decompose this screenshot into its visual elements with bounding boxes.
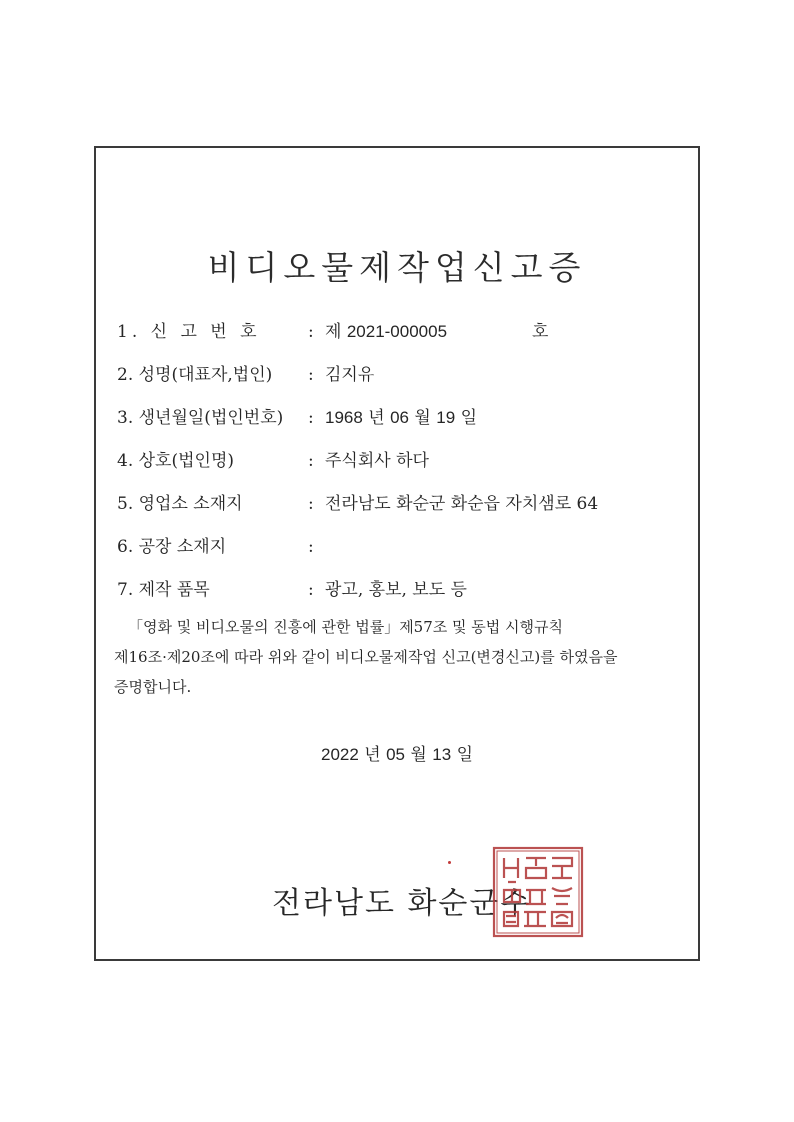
issue-day-unit: 일 — [456, 745, 473, 765]
field-value: 광고, 홍보, 보도 등 — [325, 580, 467, 600]
field-label: 5. 영업소 소재지 — [117, 494, 243, 514]
issue-day: 13 — [432, 745, 452, 764]
field-value: 김지유 — [325, 365, 375, 385]
field-label: 4. 상호(법인명) — [117, 451, 234, 471]
field-label: 2. 성명(대표자,법인) — [117, 365, 273, 385]
field-value: 전라남도 화순군 화순읍 자치샘로 64 — [325, 494, 599, 514]
field-colon: : — [308, 494, 314, 514]
document-title: 비디오물제작업신고증 — [207, 248, 587, 287]
issue-month: 05 — [386, 745, 405, 764]
field-label: 1. 신 고 번 호 — [117, 322, 261, 342]
certification-line-1: 「영화 및 비디오물의 진흥에 관한 법률」제57조 및 동법 시행규칙 — [128, 618, 563, 636]
field-report-number — [117, 315, 687, 358]
value-prefix: 제 — [325, 322, 347, 342]
field-factory-address — [117, 530, 687, 573]
certification-statement — [114, 612, 694, 702]
field-label: 3. 생년월일(법인번호) — [117, 408, 284, 428]
field-representative-name — [117, 358, 687, 401]
birth-month: 06 — [390, 408, 409, 427]
field-value — [325, 315, 447, 349]
report-number: 2021-000005 — [346, 322, 448, 341]
field-colon: : — [308, 451, 314, 471]
field-list — [117, 315, 687, 616]
field-value: 주식회사 하다 — [325, 451, 429, 471]
field-colon: : — [308, 365, 314, 385]
field-suffix: 호 — [532, 322, 549, 342]
issuer-name: 전라남도 화순군수 — [272, 886, 532, 921]
field-office-address — [117, 487, 687, 530]
field-colon: : — [308, 580, 314, 600]
field-value — [325, 401, 477, 435]
field-production-items — [117, 573, 687, 616]
field-colon: : — [308, 322, 314, 342]
birth-day-unit: 일 — [460, 408, 478, 428]
issue-date — [94, 740, 700, 765]
birth-year: 1968 — [325, 408, 363, 427]
field-colon: : — [308, 408, 314, 428]
field-company-name — [117, 444, 687, 487]
official-seal — [492, 846, 584, 938]
field-colon: : — [308, 537, 314, 557]
field-label: 7. 제작 품목 — [117, 580, 210, 600]
issue-month-unit: 월 — [410, 745, 427, 765]
field-label: 6. 공장 소재지 — [117, 537, 227, 557]
ink-dot — [448, 861, 451, 864]
field-birth-date — [117, 401, 687, 444]
issue-year: 2022 — [320, 745, 359, 764]
issue-year-unit: 년 — [364, 745, 381, 765]
certification-line-3: 증명합니다. — [114, 678, 192, 696]
birth-month-unit: 월 — [414, 408, 431, 428]
birth-day: 19 — [436, 408, 456, 427]
certification-line-2: 제16조·제20조에 따라 위와 같이 비디오물제작업 신고(변경신고)를 하였음을 — [114, 648, 618, 666]
birth-year-unit: 년 — [368, 408, 385, 428]
